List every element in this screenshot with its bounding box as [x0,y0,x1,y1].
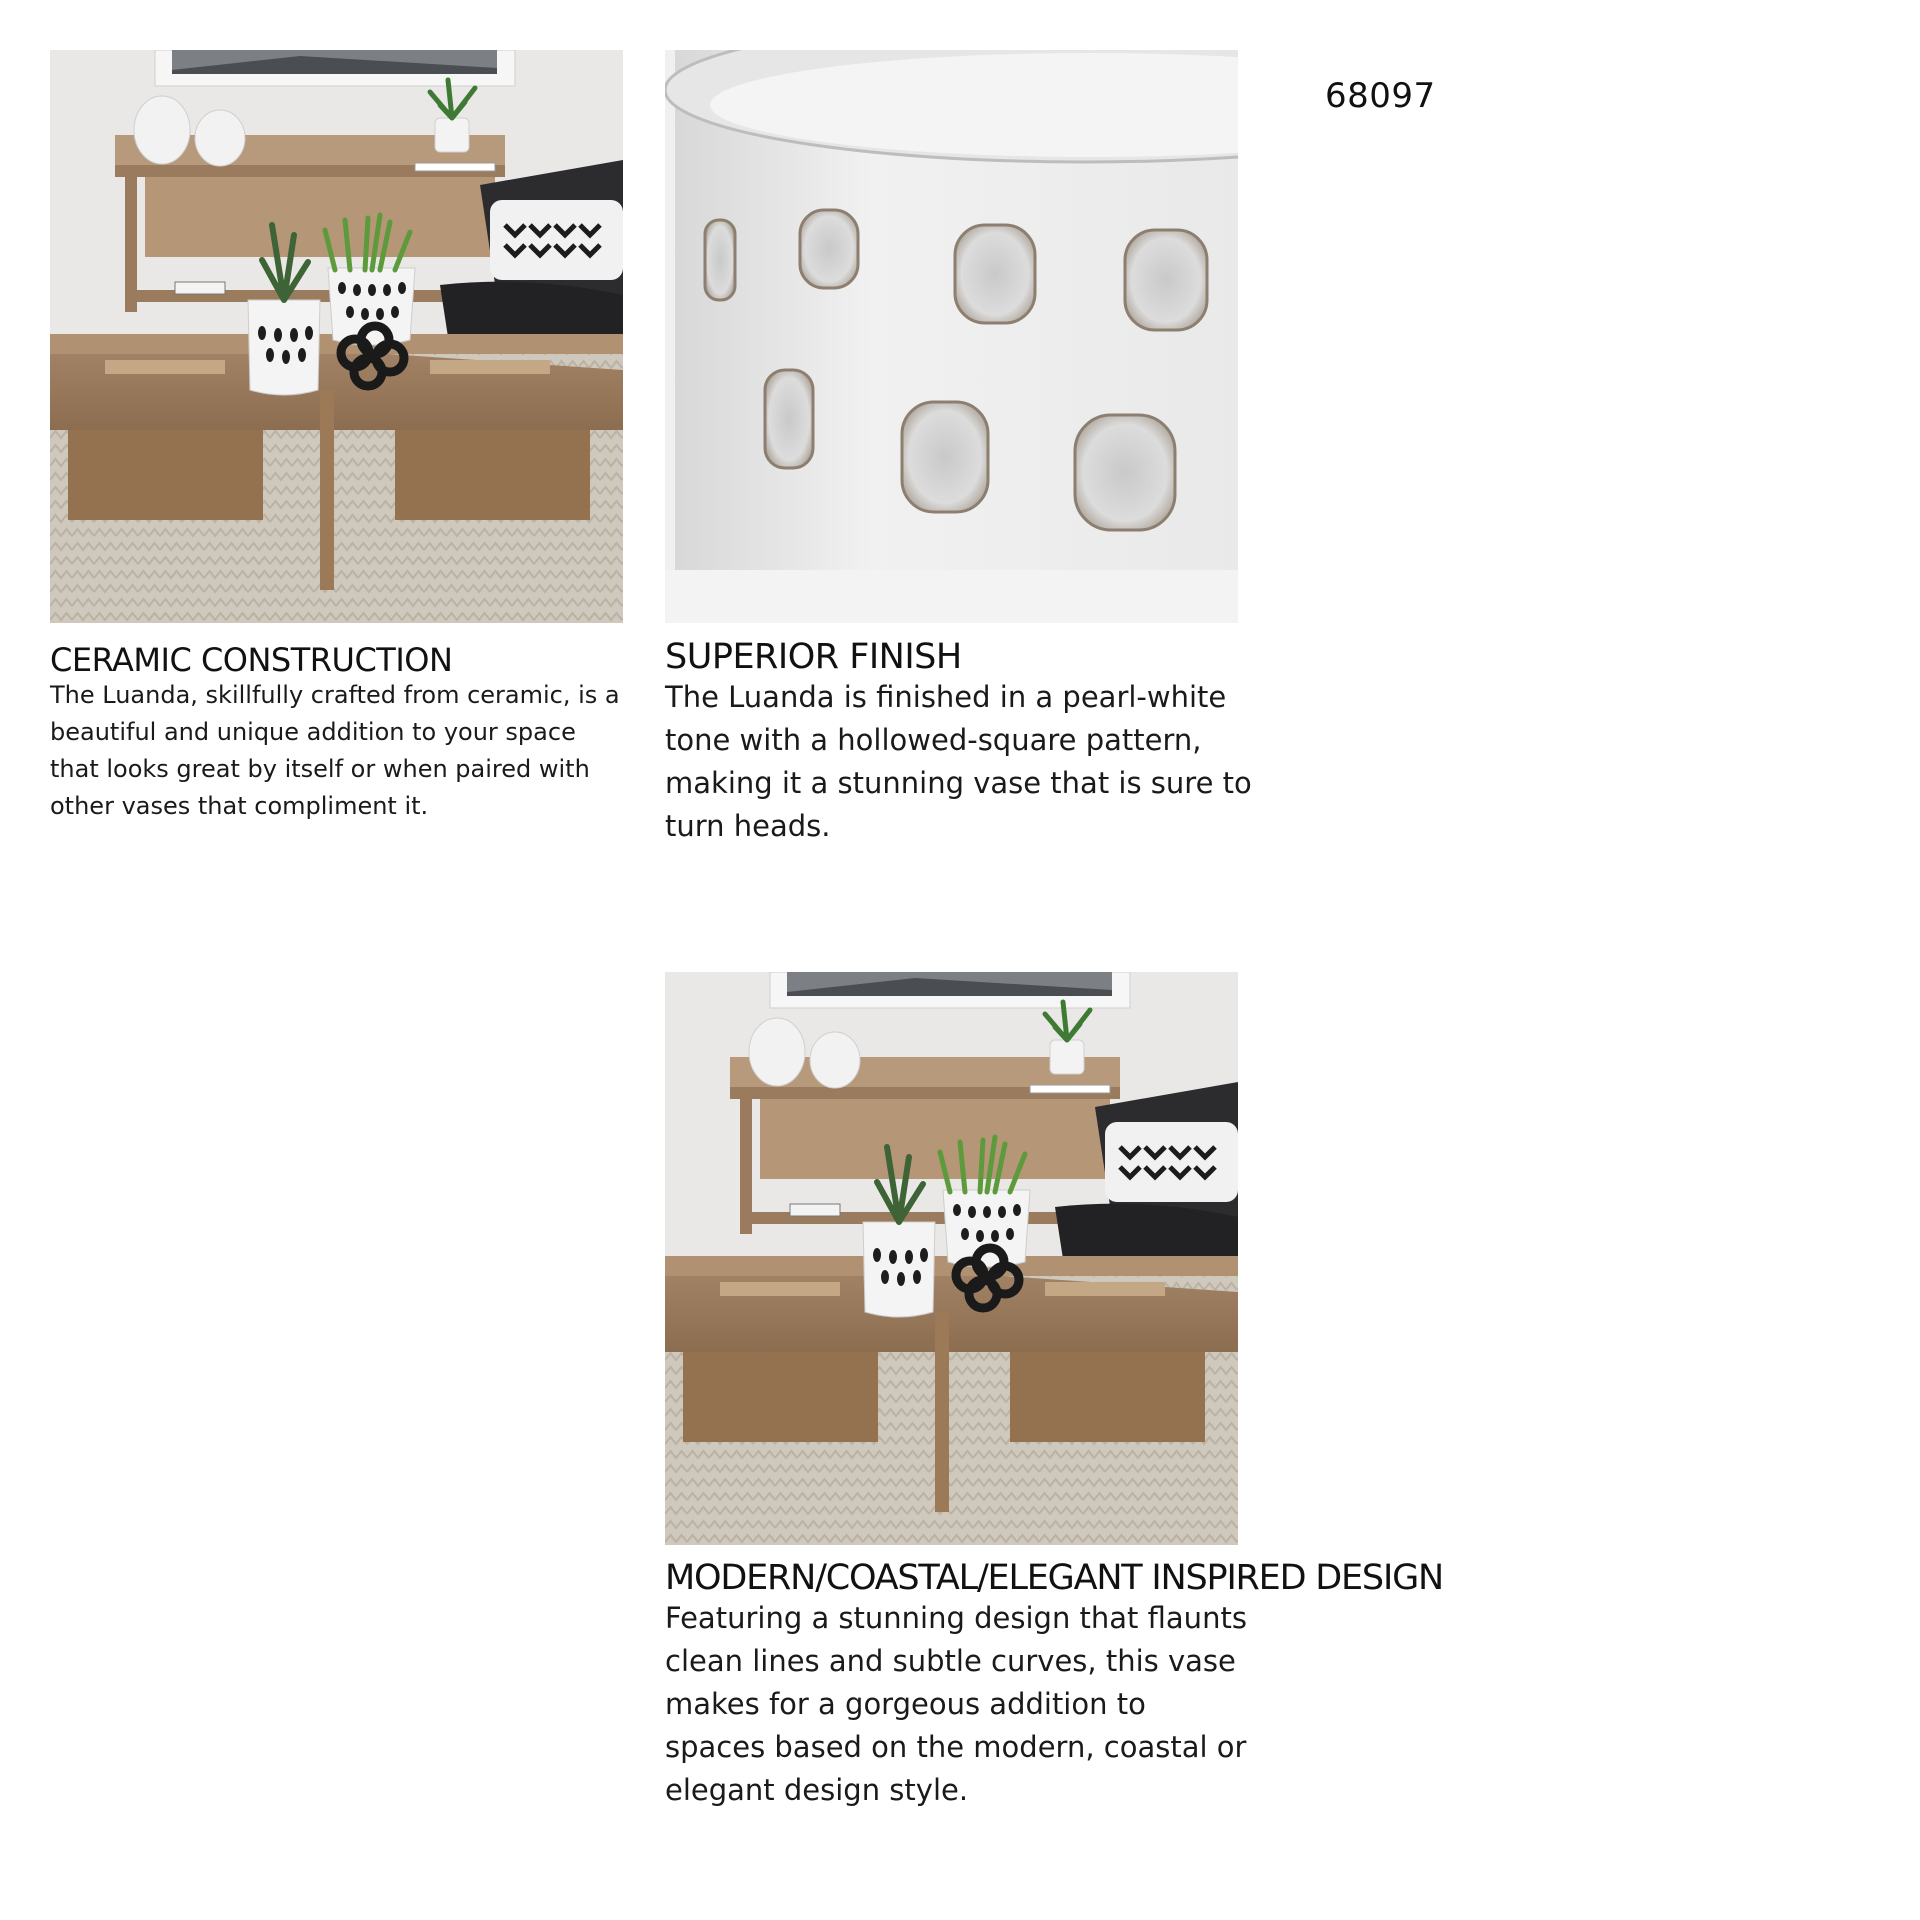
section-body-inspired-design [665,1597,1247,1812]
body-line: tone with a hollowed-square pattern, [665,723,1202,757]
body-line: other vases that compliment it. [50,792,429,820]
body-line: elegant design style. [665,1773,969,1807]
vase-closeup-photo [665,50,1238,623]
body-line: beautiful and unique addition to your space [50,718,576,746]
section-body-superior-finish [665,676,1252,848]
body-line: turn heads. [665,809,831,843]
body-line: making it a stunning vase that is sure to [665,766,1252,800]
body-line: The Luanda is finished in a pearl-white [665,680,1227,714]
section-body-ceramic-construction [50,677,620,825]
product-number: 68097 [1325,76,1436,116]
section-title-ceramic-construction: CERAMIC CONSTRUCTION [50,641,453,679]
body-line: that looks great by itself or when paired with [50,755,590,783]
body-line: Featuring a stunning design that flaunts [665,1601,1247,1635]
body-line: spaces based on the modern, coastal or [665,1730,1247,1764]
body-line: clean lines and subtle curves, this vase [665,1644,1236,1678]
living-room-coffee-table-photo [50,50,623,623]
living-room-coffee-table-photo-2 [665,972,1238,1545]
body-line: makes for a gorgeous addition to [665,1687,1146,1721]
section-title-inspired-design: MODERN/COASTAL/ELEGANT INSPIRED DESIGN [665,1558,1443,1598]
section-title-superior-finish: SUPERIOR FINISH [665,637,962,677]
body-line: The Luanda, skillfully crafted from ceramic, is a [50,681,620,709]
